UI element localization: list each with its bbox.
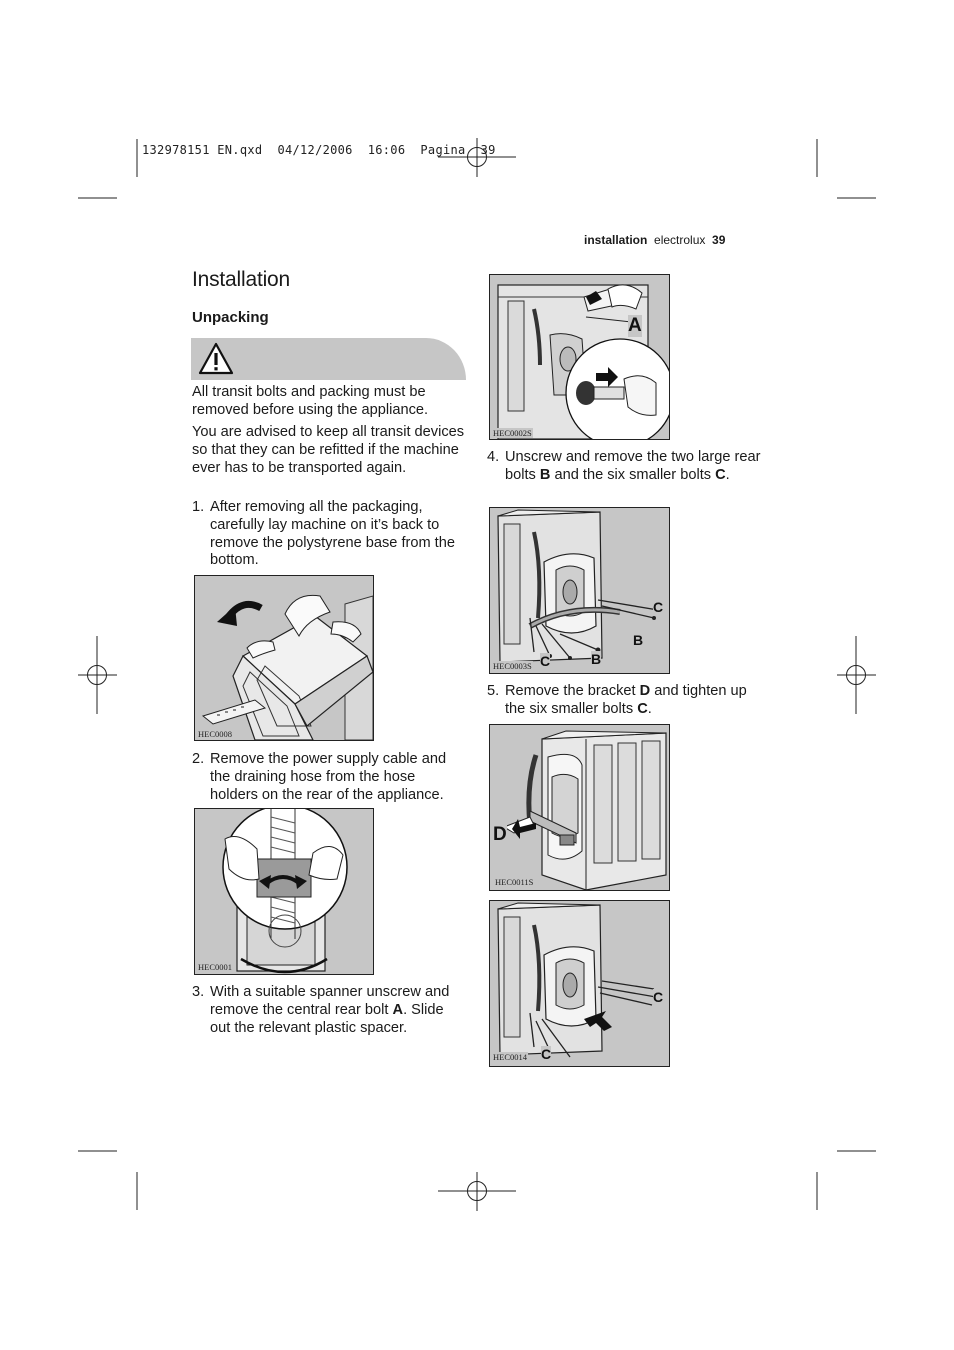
figure-hec0008-drawing bbox=[195, 576, 373, 740]
callout-c-upper: C bbox=[653, 989, 664, 1005]
step-2-text: Remove the power supply cable and the draining hose from the hose holders on the rear of the appliance. bbox=[210, 751, 447, 803]
figure-hec0014 bbox=[489, 900, 670, 1067]
step-2-number: 2. bbox=[192, 751, 205, 767]
step-4-number: 4. bbox=[487, 449, 500, 465]
step-4-label-c: C bbox=[715, 466, 726, 483]
step-4 bbox=[487, 449, 762, 485]
callout-b-lower: B bbox=[591, 651, 602, 667]
step-3-text-a: With a suitable spanner unscrew and remove the central rear bolt bbox=[210, 984, 450, 1018]
step-4-text-b: and the six smaller bolts bbox=[550, 466, 716, 483]
paragraph-keep-devices: You are advised to keep all transit devices so that they can be refitted if the machine ever has to be transported again. bbox=[192, 424, 465, 476]
figure-hec0003s bbox=[489, 507, 670, 674]
header-section: installation bbox=[584, 233, 648, 247]
step-3 bbox=[192, 984, 467, 1037]
figure-hec0003s-drawing bbox=[490, 508, 669, 673]
warning-triangle-icon bbox=[198, 342, 234, 376]
step-1-number: 1. bbox=[192, 499, 205, 515]
step-5 bbox=[487, 683, 767, 719]
figure-code-hec0001: HEC0001 bbox=[198, 962, 232, 972]
page-number: 39 bbox=[712, 233, 726, 247]
step-5-text-a: Remove the bracket bbox=[505, 683, 640, 699]
step-1 bbox=[192, 499, 467, 570]
header-brand: electrolux bbox=[654, 233, 706, 247]
paragraph-transit-bolts: All transit bolts and packing must be removed before using the appliance. bbox=[192, 384, 429, 418]
step-4-text-c: . bbox=[725, 466, 730, 483]
figure-hec0014-drawing bbox=[490, 901, 669, 1066]
callout-d: D bbox=[493, 824, 507, 845]
step-5-text-c: . bbox=[647, 700, 652, 717]
running-header bbox=[584, 233, 725, 247]
figure-hec0001-drawing bbox=[195, 809, 373, 974]
figure-code-hec0011s: HEC0011S bbox=[495, 877, 534, 887]
callout-c-lower: C bbox=[540, 653, 551, 669]
figure-hec0008 bbox=[194, 575, 374, 741]
figure-hec0011s-drawing bbox=[490, 725, 669, 890]
step-5-text-b: and tighten up the six smaller bolts bbox=[505, 683, 747, 717]
page-title: Installation bbox=[192, 268, 290, 291]
figure-hec0002s-drawing bbox=[490, 275, 669, 439]
figure-code-hec0014: HEC0014 bbox=[493, 1052, 527, 1062]
callout-c-lower: C bbox=[541, 1046, 552, 1062]
figure-hec0002s bbox=[489, 274, 670, 440]
step-2 bbox=[192, 751, 467, 804]
step-3-text-b: . Slide out the relevant plastic spacer. bbox=[210, 1001, 444, 1036]
step-3-number: 3. bbox=[192, 984, 205, 1000]
callout-b-upper: B bbox=[633, 632, 644, 648]
step-1-text: After removing all the packaging, carefully lay machine on it’s back to remove the polystyrene base from the bottom. bbox=[210, 499, 455, 569]
print-slug: 132978151 EN.qxd 04/12/2006 16:06 Pagina 39 bbox=[142, 143, 496, 157]
step-4-label-b: B bbox=[539, 466, 551, 483]
figure-code-hec0003s: HEC0003S bbox=[493, 661, 532, 671]
step-5-label-d: D bbox=[639, 683, 651, 699]
callout-c-upper: C bbox=[653, 599, 664, 615]
figure-hec0011s bbox=[489, 724, 670, 891]
figure-hec0001 bbox=[194, 808, 374, 975]
step-5-number: 5. bbox=[487, 683, 500, 699]
callout-a: A bbox=[628, 315, 642, 336]
figure-code-hec0008: HEC0008 bbox=[198, 729, 232, 739]
step-3-label-a: A bbox=[392, 1001, 404, 1018]
step-4-text-a: Unscrew and remove the two large rear bolts bbox=[505, 449, 761, 483]
section-subtitle: Unpacking bbox=[192, 309, 269, 326]
figure-code-hec0002s: HEC0002S bbox=[493, 428, 532, 438]
step-5-label-c: C bbox=[637, 700, 648, 717]
